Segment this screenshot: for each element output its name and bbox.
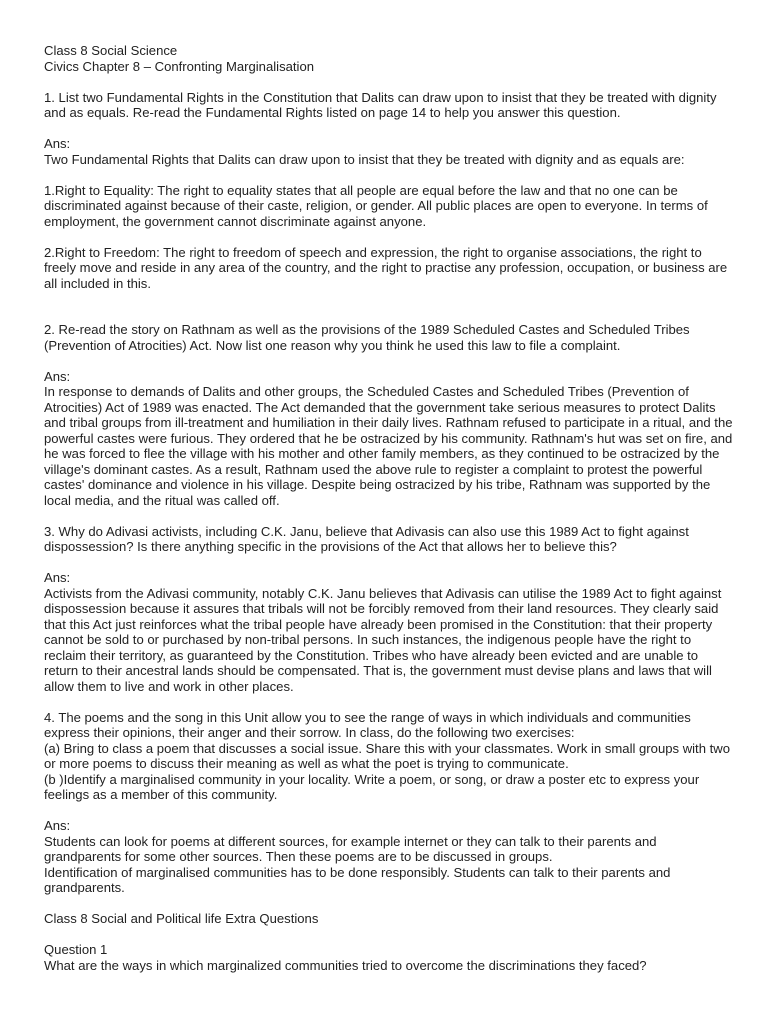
- document-page: [44, 43, 734, 973]
- question-3: 3. Why do Adivasi activists, including C.K. Janu, believe that Adivasis can also use this 1989 Act to fight against dispossession? Is there anything specific in the provisions of the Act that allows her to believe this?: [44, 523, 689, 554]
- question-1: 1. List two Fundamental Rights in the Constitution that Dalits can draw upon to insist that they be treated with dignity and as equals. Re-read the Fundamental Rights listed on page 14 to help you answer this question.: [44, 89, 717, 120]
- question-4-part-b: (b )Identify a marginalised community in your locality. Write a poem, or song, or draw a poster etc to express your feelings as a member of this community.: [44, 771, 700, 802]
- answer-label-4: Ans:: [44, 818, 71, 833]
- extra-questions-heading: Class 8 Social and Political life Extra Questions: [44, 911, 319, 926]
- question-4: 4. The poems and the song in this Unit allow you to see the range of ways in which individuals and communities express their opinions, their anger and their sorrow. In class, do the following two exercises:: [44, 709, 691, 740]
- answer-4-part-2: Identification of marginalised communities has to be done responsibly. Students can talk to their parents and grandparents.: [44, 864, 671, 895]
- answer-1-point-2: 2.Right to Freedom: The right to freedom of speech and expression, the right to organise associations, the right to freely move and reside in any area of the country, and the right to practise any profession, occupation, or business are all included in this.: [44, 244, 728, 291]
- answer-1-point-1: 1.Right to Equality: The right to equality states that all people are equal before the law and that no one can be discriminated against because of their caste, religion, or gender. All public places are open to everyone. In terms of employment, the government cannot discriminate against anyone.: [44, 182, 708, 229]
- extra-question-text: What are the ways in which marginalized communities tried to overcome the discriminations they faced?: [44, 957, 647, 973]
- doc-subtitle: Civics Chapter 8 – Confronting Marginalisation: [44, 58, 315, 74]
- doc-title: Class 8 Social Science: [44, 43, 178, 58]
- answer-label-3: Ans:: [44, 570, 71, 585]
- answer-1-intro: Two Fundamental Rights that Dalits can draw upon to insist that they be treated with dignity and as equals are:: [44, 151, 685, 167]
- answer-label-1: Ans:: [44, 136, 71, 151]
- extra-question-label: Question 1: [44, 942, 108, 957]
- question-2: 2. Re-read the story on Rathnam as well as the provisions of the 1989 Scheduled Castes and Scheduled Tribes (Prevention of Atrocities) Act. Now list one reason why you think he used this law to file a complaint.: [44, 322, 690, 353]
- answer-3: Activists from the Adivasi community, notably C.K. Janu believes that Adivasis can utilise the 1989 Act to fight against dispossession because it assures that tribals will not be forcibly removed from their land resources. They clearly said that this Act just reinforces what the tribal people have already been promised in the Constitution: that their property cannot be sold to or purchased by non-tribal persons. In such instances, the indigenous people have the right to reclaim their territory, as guaranteed by the Constitution. Tribes who have already been evicted and are unable to return to their ancestral lands should be compensated. That is, the government must devise plans and laws that will allow them to live and work in other places.: [44, 585, 722, 694]
- answer-label-2: Ans:: [44, 368, 71, 384]
- answer-2: In response to demands of Dalits and other groups, the Scheduled Castes and Scheduled Tribes (Prevention of Atrocities) Act of 1989 was enacted. The Act demanded that the government take serious measures to protect Dalits and tribal groups from ill-treatment and humiliation in their daily lives. Rathnam refused to participate in a ritual, and the powerful castes were furious. They ordered that he be ostracized by his community. Rathnam's hut was set on fire, and he was forced to flee the village with his mother and other family members, as they continued to be ostracized by the village's dominant castes. As a result, Rathnam used the above rule to register a complaint to protest the powerful castes' dominance and violence in his village. Despite being ostracized by his tribe, Rathnam was supported by the local media, and the ritual was called off.: [44, 384, 733, 508]
- question-4-part-a: (a) Bring to class a poem that discusses a social issue. Share this with your classmates. Work in small groups with two or more poems to discuss their meaning as well as what the poet is trying to communicate.: [44, 740, 730, 771]
- answer-4-part-1: Students can look for poems at different sources, for example internet or they can talk to their parents and grandparents for some other sources. Then these poems are to be discussed in groups.: [44, 833, 657, 864]
